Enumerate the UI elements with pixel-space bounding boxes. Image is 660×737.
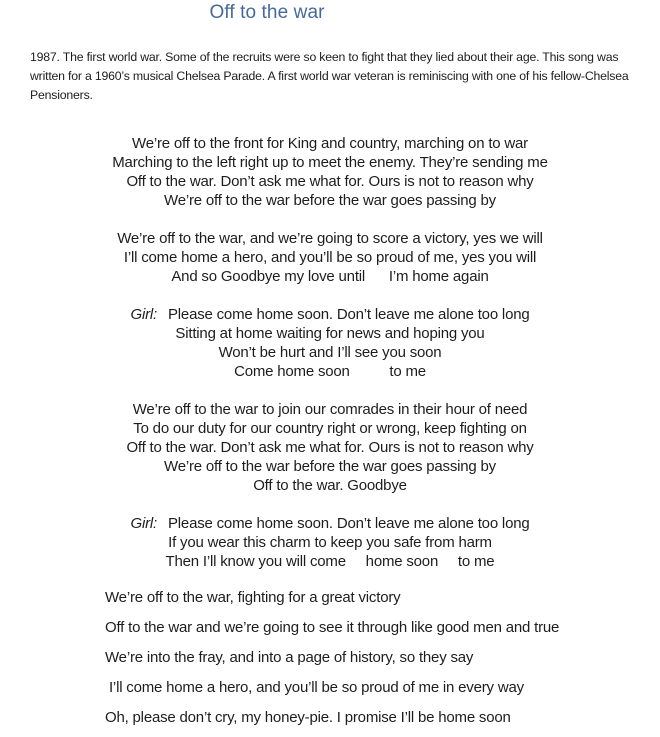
lyric-line: Come home soon to me <box>234 363 426 380</box>
stanza-girl-2 <box>0 514 660 571</box>
lyric-line: We’re off to the war, fighting for a great victory <box>105 589 401 606</box>
lyric-line: Please come home soon. Don’t leave me alone too long <box>168 515 530 532</box>
lyric-line: To do our duty for our country right or wrong, keep fighting on <box>133 420 527 437</box>
lyric-line-with-speaker <box>0 514 660 533</box>
girl-speaker-label: Girl: <box>130 515 157 532</box>
intro-line: Pensioners. <box>30 88 93 102</box>
lyric-line: Off to the war. Goodbye <box>253 477 407 494</box>
lyric-line: If you wear this charm to keep you safe from harm <box>168 534 492 551</box>
lyric-line: Please come home soon. Don’t leave me alone too long <box>168 306 530 323</box>
lyric-line: We’re off to the war, and we’re going to score a victory, yes we will <box>117 230 543 247</box>
intro-line: written for a 1960’s musical Chelsea Parade. A first world war veteran is reminiscing with one of his fellow-Chelsea <box>30 69 629 83</box>
lyric-line: We’re off to the front for King and country, marching on to war <box>132 135 528 152</box>
lyric-line: Then I’ll know you will come home soon to me <box>165 553 495 570</box>
stanza-verse-2 <box>0 229 660 286</box>
lyric-line: Oh, please don’t cry, my honey-pie. I promise I’ll be home soon <box>105 709 511 726</box>
lyric-line-with-speaker <box>0 305 660 324</box>
intro-paragraph <box>30 48 660 105</box>
girl-speaker-label: Girl: <box>130 306 157 323</box>
stanza-verse-1 <box>0 134 660 210</box>
lyric-line: And so Goodbye my love until I’m home again <box>171 268 489 285</box>
lyric-line: We’re off to the war before the war goes passing by <box>164 458 496 475</box>
page-title: Off to the war <box>209 2 325 23</box>
lyric-line: I’ll come home a hero, and you’ll be so proud of me in every way <box>105 679 524 696</box>
stanza-finale <box>0 583 660 733</box>
lyric-line: We’re off to the war to join our comrades in their hour of need <box>132 401 528 418</box>
stanza-girl-1 <box>0 305 660 381</box>
lyric-line: Sitting at home waiting for news and hoping you <box>175 325 485 342</box>
lyric-line: Marching to the left right up to meet the enemy. They’re sending me <box>112 154 548 171</box>
lyric-line: We’re into the fray, and into a page of history, so they say <box>105 649 474 666</box>
lyrics-body <box>0 134 660 733</box>
lyric-line: Off to the war and we’re going to see it through like good men and true <box>105 619 560 636</box>
stanza-verse-3 <box>0 400 660 495</box>
lyric-line: Won’t be hurt and I’ll see you soon <box>218 344 442 361</box>
intro-line: 1987. The first world war. Some of the recruits were so keen to fight that they lied about their age. This song was <box>30 50 619 64</box>
lyric-line: Off to the war. Don’t ask me what for. Ours is not to reason why <box>126 439 534 456</box>
lyric-line: We’re off to the war before the war goes passing by <box>164 192 496 209</box>
lyric-line: Off to the war. Don’t ask me what for. Ours is not to reason why <box>126 173 534 190</box>
lyric-line: I’ll come home a hero, and you’ll be so proud of me, yes you will <box>123 249 537 266</box>
